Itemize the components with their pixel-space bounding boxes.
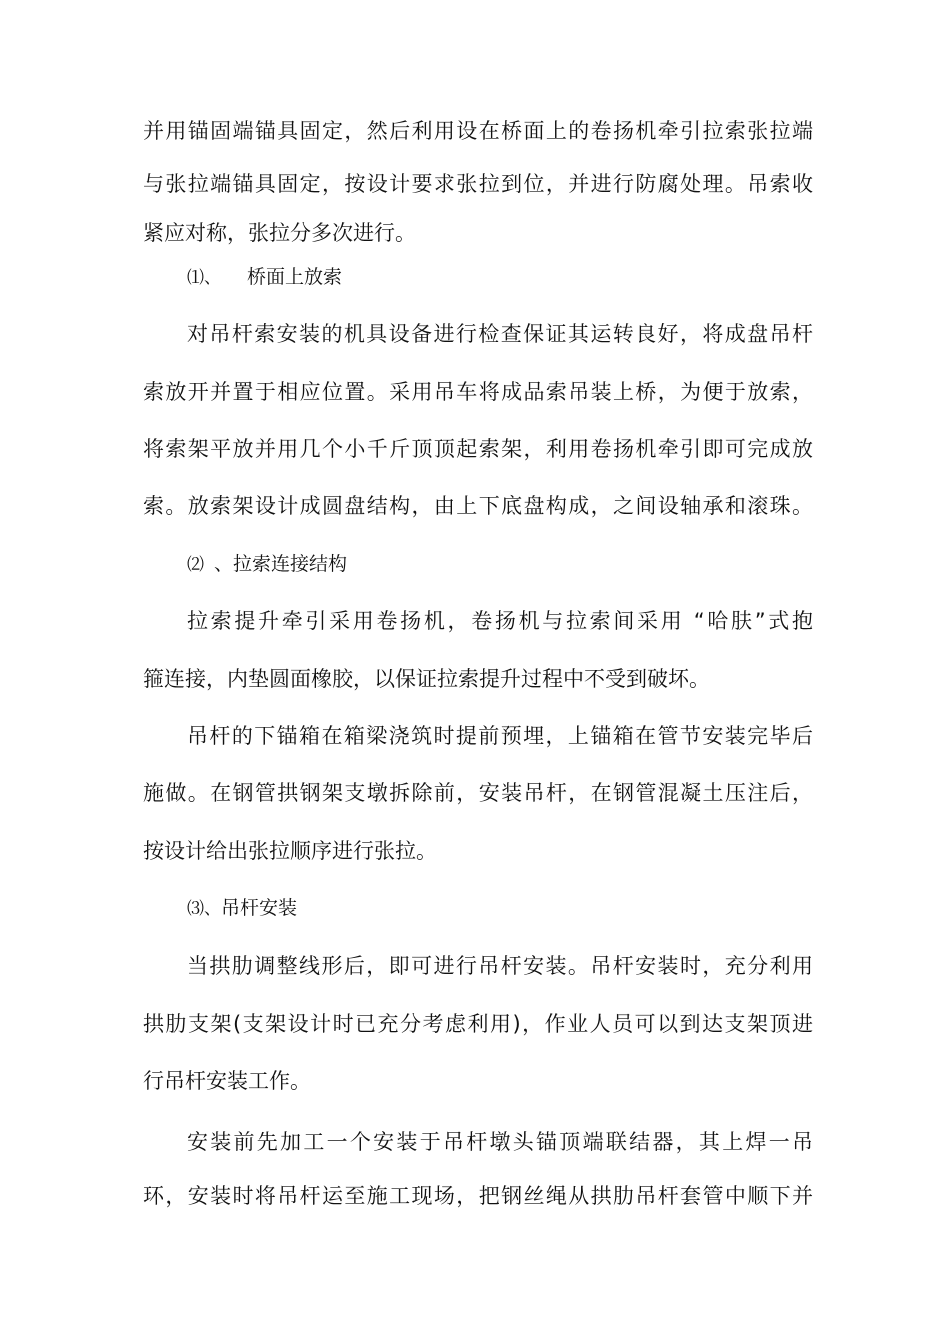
- heading-number: ⑶、: [187, 899, 221, 919]
- section-heading-2: [187, 549, 857, 580]
- heading-text: 吊杆安装: [221, 897, 298, 919]
- paragraph-line: 环，安装时将吊杆运至施工现场，把钢丝绳从拱肋吊杆套管中顺下并: [143, 1184, 813, 1208]
- heading-text: 桥面上放索: [247, 266, 343, 288]
- paragraph-line: 对吊杆索安装的机具设备进行检查保证其运转良好，将成盘吊杆: [187, 322, 813, 346]
- section-heading-3: [187, 893, 857, 924]
- paragraph-line: 与张拉端锚具固定，按设计要求张拉到位，并进行防腐处理。吊索收: [143, 172, 813, 196]
- paragraph-line: 紧应对称，张拉分多次进行。: [143, 221, 416, 245]
- paragraph-line: 拉索提升牵引采用卷扬机，卷扬机与拉索间采用 “哈肤”式抱: [187, 609, 813, 633]
- heading-number: ⑵: [187, 555, 204, 575]
- paragraph-line: 吊杆的下锚箱在箱梁浇筑时提前预埋，上锚箱在管节安装完毕后: [187, 724, 813, 748]
- paragraph-line: 箍连接，内垫圆面橡胶，以保证拉索提升过程中不受到破坏。: [143, 667, 710, 691]
- heading-number: ⑴、: [187, 268, 221, 288]
- paragraph-line: 拱肋支架(支架设计时已充分考虑利用)，作业人员可以到达支架顶进: [143, 1012, 813, 1036]
- heading-text: 、拉索连接结构: [214, 553, 348, 575]
- paragraph-line: 索。放索架设计成圆盘结构，由上下底盘构成，之间设轴承和滚珠。: [143, 494, 813, 518]
- paragraph-line: 行吊杆安装工作。: [143, 1069, 311, 1093]
- paragraph-line: 并用锚固端锚具固定，然后利用设在桥面上的卷扬机牵引拉索张拉端: [143, 119, 813, 143]
- paragraph-line: 施做。在钢管拱钢架支墩拆除前，安装吊杆，在钢管混凝土压注后，: [143, 781, 813, 805]
- paragraph-line: 将索架平放并用几个小千斤顶顶起索架，利用卷扬机牵引即可完成放: [143, 437, 813, 461]
- paragraph-line: 索放开并置于相应位置。采用吊车将成品索吊装上桥，为便于放索，: [143, 380, 813, 404]
- paragraph-line: 当拱肋调整线形后，即可进行吊杆安装。吊杆安装时，充分利用: [187, 954, 813, 978]
- paragraph-line: 按设计给出张拉顺序进行张拉。: [143, 839, 437, 863]
- section-heading-1: [187, 262, 857, 293]
- paragraph-line: 安装前先加工一个安装于吊杆墩头锚顶端联结器，其上焊一吊: [187, 1130, 813, 1154]
